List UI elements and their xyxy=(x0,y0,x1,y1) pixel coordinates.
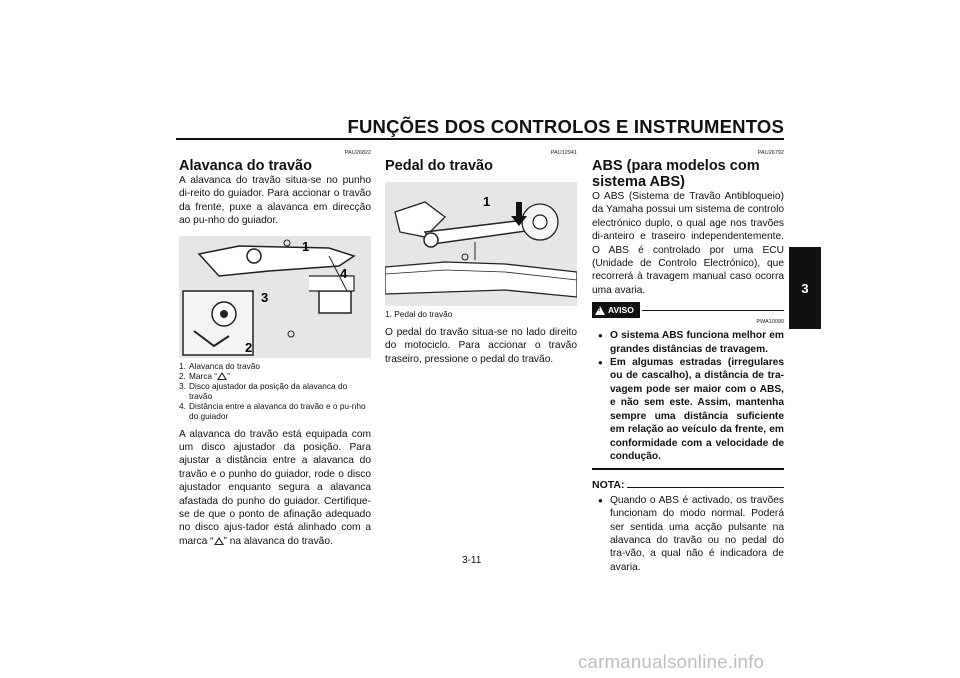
paragraph: A alavanca do travão está equipada com um disco ajustador da posição. Para ajustar a distância entre a alavanca do travão e o punho do guiador, rode o disco ajustador enquanto segura a alavanca afastada do punho do guiador. Certifique-se de que o ponto de afinação adequado no disco ajus-tador está alinhado com a marca “ ” na alavanca do travão. xyxy=(179,428,371,547)
column-abs xyxy=(592,150,784,574)
callout-4: 4 xyxy=(340,265,348,281)
note-header: NOTA: xyxy=(592,479,784,491)
section-code: PAU12941 xyxy=(550,150,577,156)
section-code: PAU26792 xyxy=(757,150,784,156)
brake-lever-drawing xyxy=(179,236,371,358)
callout-1: 1 xyxy=(483,194,491,209)
warning-item: ● O sistema ABS funciona melhor em grandes distâncias de travagem. xyxy=(592,329,784,356)
brake-pedal-illustration xyxy=(385,182,577,306)
figure-captions: 1. Alavanca do travão 2. Marca “ ” 3. Disco ajustador da posição da alavanca do travão 4. Distância entre a alavanca do travão e o pu-nho do guiador xyxy=(179,360,366,421)
callout-3: 3 xyxy=(261,289,269,305)
watermark: carmanualsonline.info xyxy=(578,651,765,672)
column-brake-pedal xyxy=(385,150,577,366)
warning-item: ● Em algumas estradas (irregulares ou de cascalho), a distância de tra-vagem pode ser maior com o ABS, e não sem este. Assim, mantenha sempre uma distância suficiente em relação ao veículo da frente, em conformidade com a velocidade de condução. xyxy=(592,356,784,463)
column-brake-lever xyxy=(179,150,371,548)
warning-end-rule xyxy=(592,468,784,470)
brake-lever-illustration xyxy=(179,236,371,358)
bullet-icon xyxy=(592,494,610,574)
bullet-icon xyxy=(592,329,610,356)
section-heading: Alavanca do travão xyxy=(179,158,312,174)
warning-badge: ! AVISO xyxy=(592,302,640,318)
section-heading: ABS (para modelos com sistema ABS) xyxy=(592,158,760,190)
note-item: ● Quando o ABS é activado, os travões funcionam do modo normal. Poderá ser sentida uma acção pulsante na alavanca do travão ou no pedal do tra-vão, a qual não é indicadora de avaria. xyxy=(592,494,784,574)
section-heading: Pedal do travão xyxy=(385,158,493,174)
paragraph: A alavanca do travão situa-se no punho di-reito do guiador. Para accionar o travão da frente, puxe a alavanca em direcção ao pu-nho do guiador. xyxy=(179,175,371,227)
chapter-tab: 3 xyxy=(789,247,821,329)
paragraph: O ABS (Sistema de Travão Antibloqueio) da Yamaha possui um sistema de controlo electrónico duplo, o qual age nos travões di-anteiro e traseiro independentemente. O ABS é controlado por uma ECU (Unidade de Controlo Electrónico), que recorrerá à travagem manual caso ocorra uma avaria. xyxy=(592,191,784,296)
figure-caption: 1. Pedal do travão xyxy=(385,309,453,319)
warning-icon xyxy=(595,306,605,315)
section-code: PAU26822 xyxy=(344,150,371,156)
callout-2: 2 xyxy=(245,339,253,355)
warning-code: PWA10090 xyxy=(756,319,784,326)
warning-header xyxy=(592,302,784,318)
note-rule xyxy=(627,487,784,488)
bullet-icon xyxy=(592,356,610,463)
triangle-mark-icon xyxy=(214,537,224,545)
page-number: 3-11 xyxy=(462,555,482,566)
triangle-mark-icon xyxy=(217,372,227,380)
paragraph: O pedal do travão situa-se no lado direito do motociclo. Para accionar o travão traseiro, pressione o pedal do travão. xyxy=(385,327,577,365)
callout-1: 1 xyxy=(302,238,310,254)
page-header-title: FUNÇÕES DOS CONTROLOS E INSTRUMENTOS xyxy=(347,116,784,137)
warning-rule xyxy=(642,310,784,312)
brake-pedal-drawing xyxy=(385,182,577,306)
header-rule xyxy=(176,138,784,140)
